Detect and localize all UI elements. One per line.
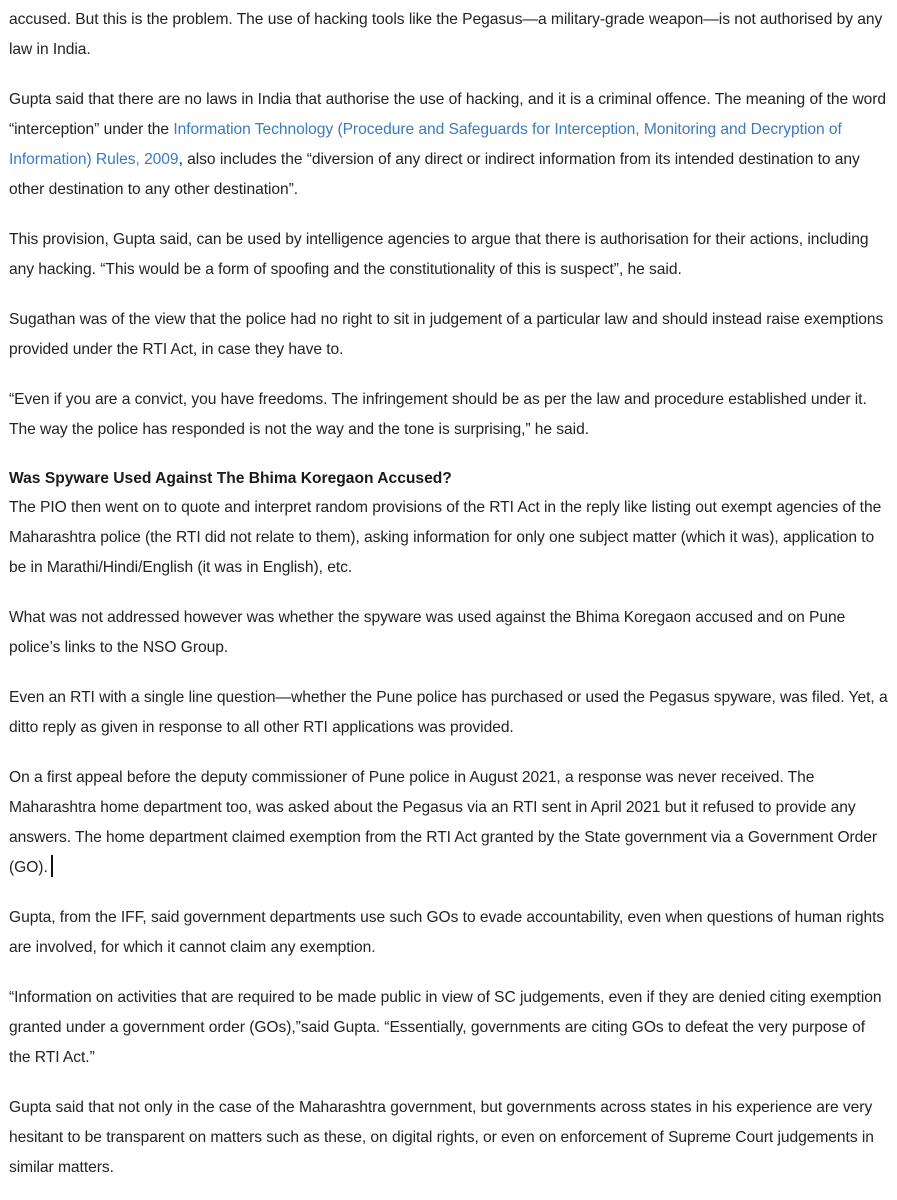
paragraph-convict-freedoms: “Even if you are a convict, you have freedoms. The infringement should be as per the law and procedure established under it. The way the police has responded is not the way and the tone is surprising,” he said. [9, 391, 867, 438]
paragraph-text: , also includes the “diversion of any direct or indirect information from its intended destination to any other destination to any other destination”. [9, 151, 860, 198]
paragraph-pio-provisions: The PIO then went on to quote and interpret random provisions of the RTI Act in the reply like listing out exempt agencies of the Maharashtra police (the RTI did not relate to them), asking information for only one subject matter (which it was), application to be in Marathi/Hindi/English (it was in English), etc. [9, 499, 882, 576]
paragraph-provision-spoofing: This provision, Gupta said, can be used by intelligence agencies to argue that there is authorisation for their actions, including any hacking. “This would be a form of spoofing and the constitutionality of this is suspect”, he said. [9, 231, 869, 278]
paragraph-sc-judgements-quote: “Information on activities that are required to be made public in view of SC judgements, even if they are denied citing exemption granted under a government order (GOs),”said Gupta. “Essentially, governments are citing GOs to defeat the very purpose of the RTI Act.” [9, 989, 882, 1066]
paragraph-accused-problem: accused. But this is the problem. The use of hacking tools like the Pegasus—a military-grade weapon—is not authorised by any law in India. [9, 11, 883, 58]
section-heading-spyware: Was Spyware Used Against The Bhima Koregaon Accused? [9, 470, 452, 487]
it-rules-2009-link[interactable]: Information Technology (Procedure and Safeguards for Interception, Monitoring and Decryption of Information) Rules, 2009 [9, 121, 842, 168]
paragraph-single-line-rti: Even an RTI with a single line question—whether the Pune police has purchased or used the Pegasus spyware, was filed. Yet, a ditto reply as given in response to all other RTI applications was provided. [9, 689, 888, 736]
paragraph-states-hesitant: Gupta said that not only in the case of the Maharashtra government, but governments across states in his experience are very hesitant to be transparent on matters such as these, on digital rights, or even on enforcement of Supreme Court judgements in similar matters. [9, 1099, 874, 1176]
paragraph-interception-rules [9, 85, 889, 205]
paragraph-text: On a first appeal before the deputy commissioner of Pune police in August 2021, a response was never received. The Maharashtra home department too, was asked about the Pegasus via an RTI sent in April 2021 but it refused to provide any answers. The home department claimed exemption from the RTI Act granted by the State government via a Government Order (GO). [9, 769, 878, 876]
paragraph-first-appeal[interactable] [9, 763, 889, 883]
paragraph-text: Gupta said that there are no laws in India that authorise the use of hacking, and it is a criminal offence. The meaning of the word “interception” under the [9, 91, 887, 138]
paragraph-iff-gos: Gupta, from the IFF, said government departments use such GOs to evade accountability, even when questions of human rights are involved, for which it cannot claim any exemption. [9, 909, 885, 956]
paragraph-not-addressed: What was not addressed however was whether the spyware was used against the Bhima Koregaon accused and on Pune police’s links to the NSO Group. [9, 609, 846, 656]
paragraph-sugathan-view: Sugathan was of the view that the police had no right to sit in judgement of a particular law and should instead raise exemptions provided under the RTI Act, in case they have to. [9, 311, 884, 358]
text-cursor [51, 855, 53, 877]
